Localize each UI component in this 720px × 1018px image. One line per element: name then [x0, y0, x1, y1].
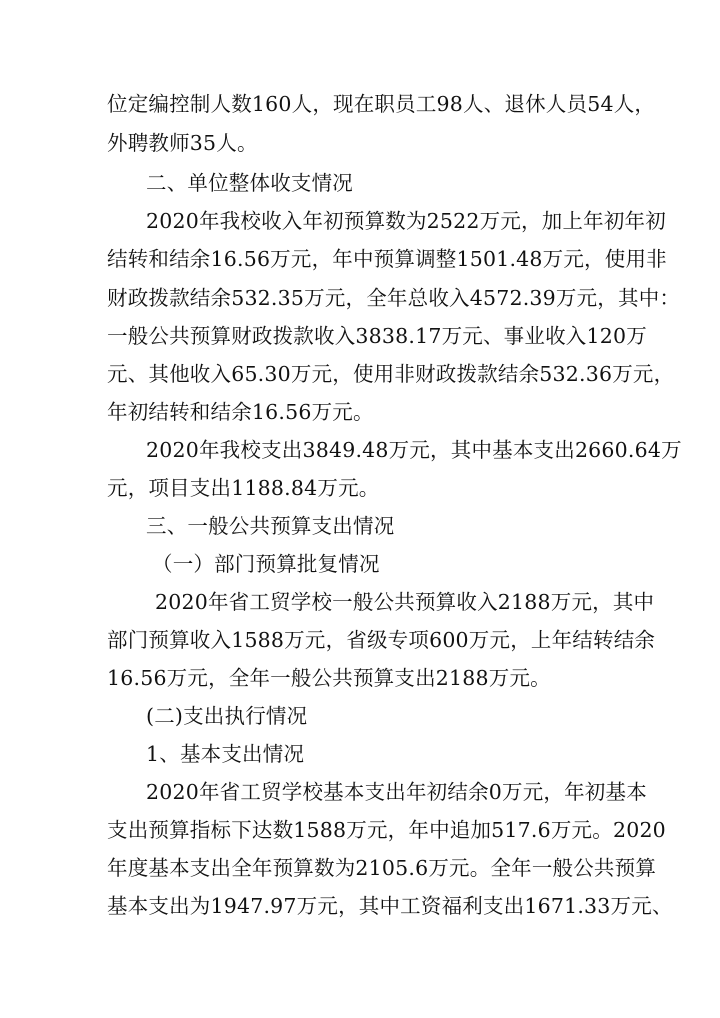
paragraph-line: 基本支出为1947.97万元，其中工资福利支出1671.33万元、	[107, 894, 673, 918]
paragraph-line: 2020年省工贸学校基本支出年初结余0万元，年初基本	[146, 780, 647, 804]
paragraph-line: 年度基本支出全年预算数为2105.6万元。全年一般公共预算	[107, 856, 657, 880]
subsection-heading: (二)支出执行情况	[146, 704, 308, 728]
paragraph-line: 支出预算指标下达数1588万元，年中追加517.6万元。2020	[107, 818, 666, 842]
paragraph-line: 结转和结余16.56万元，年中预算调整1501.48万元，使用非	[107, 247, 667, 271]
paragraph-line: 元，项目支出1188.84万元。	[107, 476, 380, 500]
section-heading: 三、一般公共预算支出情况	[146, 514, 395, 538]
paragraph-line: 财政拨款结余532.35万元，全年总收入4572.39万元，其中：	[107, 286, 681, 310]
subsection-heading: （一）部门预算批复情况	[152, 552, 380, 576]
paragraph-line: 2020年我校支出3849.48万元，其中基本支出2660.64万	[146, 438, 682, 462]
paragraph-line: 元、其他收入65.30万元，使用非财政拨款结余532.36万元，	[107, 362, 675, 386]
section-heading: 二、单位整体收支情况	[146, 171, 353, 195]
subsection-heading: 1、基本支出情况	[146, 742, 305, 766]
paragraph-line: 16.56万元，全年一般公共预算支出2188万元。	[107, 666, 551, 690]
paragraph-line: 2020年我校收入年初预算数为2522万元，加上年初年初	[146, 209, 666, 233]
paragraph-line: 外聘教师35人。	[107, 131, 258, 155]
paragraph-line: 年初结转和结余16.56万元。	[107, 400, 374, 424]
paragraph-line: 部门预算收入1588万元，省级专项600万元，上年结转结余	[107, 628, 656, 652]
paragraph-line: 位定编控制人数160人，现在职员工98人、退休人员54人，	[107, 92, 656, 116]
paragraph-line: 2020年省工贸学校一般公共预算收入2188万元，其中	[155, 590, 655, 614]
paragraph-line: 一般公共预算财政拨款收入3838.17万元、事业收入120万	[107, 324, 647, 348]
